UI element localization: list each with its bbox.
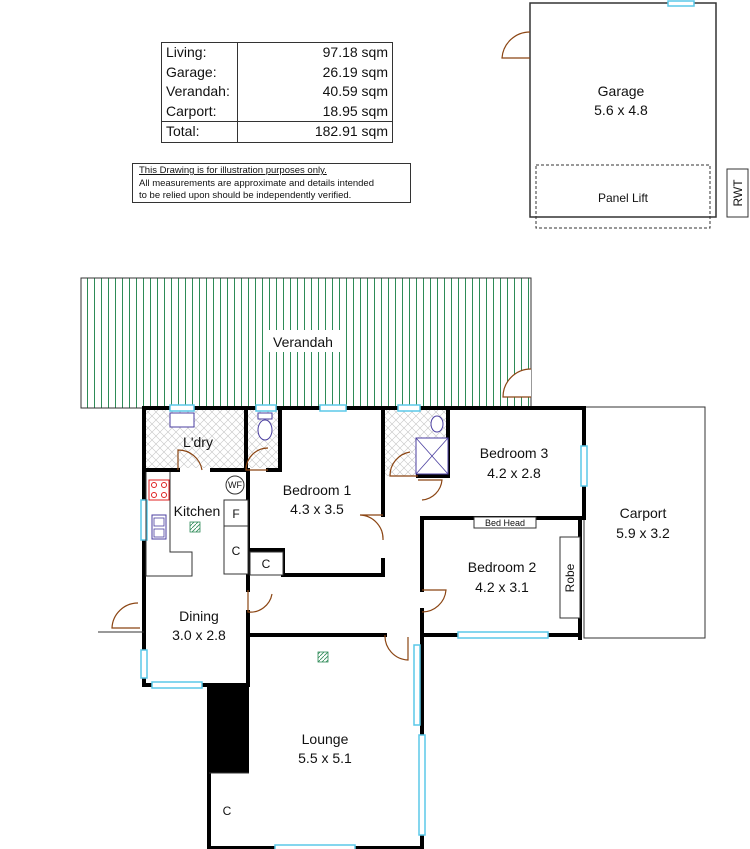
fireplace-block [209,685,249,773]
lounge-door-swing [385,635,408,660]
toilet-bowl [258,420,272,440]
rwt-label: RWT [731,179,745,207]
fridge-label: F [232,507,240,521]
laundry-trough [170,413,194,427]
carport-dims: 5.9 x 3.2 [616,525,670,541]
dining-door-swing [248,590,272,612]
entry-door-swing [112,603,140,628]
bed-head-label: Bed Head [484,518,526,528]
carport-outline [584,407,705,638]
dining-name: Dining [179,608,219,624]
kitchen-vent [190,522,200,532]
area-value: 40.59 sqm [322,83,388,100]
verandah-name: Verandah [273,334,333,350]
disclaimer-line-1: This Drawing is for illustration purposes only. [139,165,327,176]
garage [502,1,716,228]
carport [584,407,705,638]
disclaimer-line-2: All measurements are approximate and details intended [139,177,374,189]
panel-lift-label: Panel Lift [597,191,649,205]
area-label: Garage: [162,63,238,83]
hall-cupboard-label: C [261,557,271,571]
lounge-name: Lounge [301,731,349,747]
basin [431,416,443,432]
area-value: 18.95 sqm [322,102,388,119]
garage-dims: 5.6 x 4.8 [594,102,648,118]
window [275,845,355,849]
window [458,632,548,638]
toilet-cistern [258,413,272,419]
kitchen-name: Kitchen [173,503,221,519]
lounge-vent [318,652,328,662]
window [320,405,346,411]
wood-fire-label: WF [228,480,242,490]
bedroom1-name: Bedroom 1 [282,482,352,498]
lounge-dims: 5.5 x 5.1 [298,750,352,766]
kitchen-cupboard-label: C [231,544,241,558]
bedroom1-dims: 4.3 x 3.5 [290,501,344,517]
window [419,735,425,835]
window [170,405,194,411]
garage-name: Garage [597,83,645,99]
window [152,682,202,688]
verandah [81,278,531,408]
bedroom2-name: Bedroom 2 [467,559,537,575]
window [256,405,276,411]
lounge-cupboard-label: C [222,804,232,818]
window [141,650,147,678]
garage-window [668,1,694,6]
window [398,405,420,411]
area-value: 97.18 sqm [322,44,388,61]
robe-label: Robe [563,563,577,593]
laundry-name: L'dry [183,434,213,450]
area-label: Carport: [162,102,238,122]
total-value: 182.91 sqm [238,122,393,143]
window [414,645,420,725]
bedroom3-name: Bedroom 3 [479,445,549,461]
disclaimer-line-3: to be relied upon should be independently verified. [139,190,352,201]
bedroom2-door-swing [422,590,446,612]
rainwater-tank [727,169,748,217]
area-label: Living: [162,43,238,63]
area-value: 26.19 sqm [322,63,388,80]
bedroom3-door-swing [418,480,442,500]
total-label: Total: [162,122,238,143]
area-label: Verandah: [162,82,238,102]
window [581,446,587,486]
garage-door-swing [502,32,530,58]
bedroom3-dims: 4.2 x 2.8 [487,465,541,481]
dining-dims: 3.0 x 2.8 [172,627,226,643]
bedroom2-dims: 4.2 x 3.1 [475,579,529,595]
carport-name: Carport [619,505,667,521]
bedroom1-door-swing [360,515,383,540]
